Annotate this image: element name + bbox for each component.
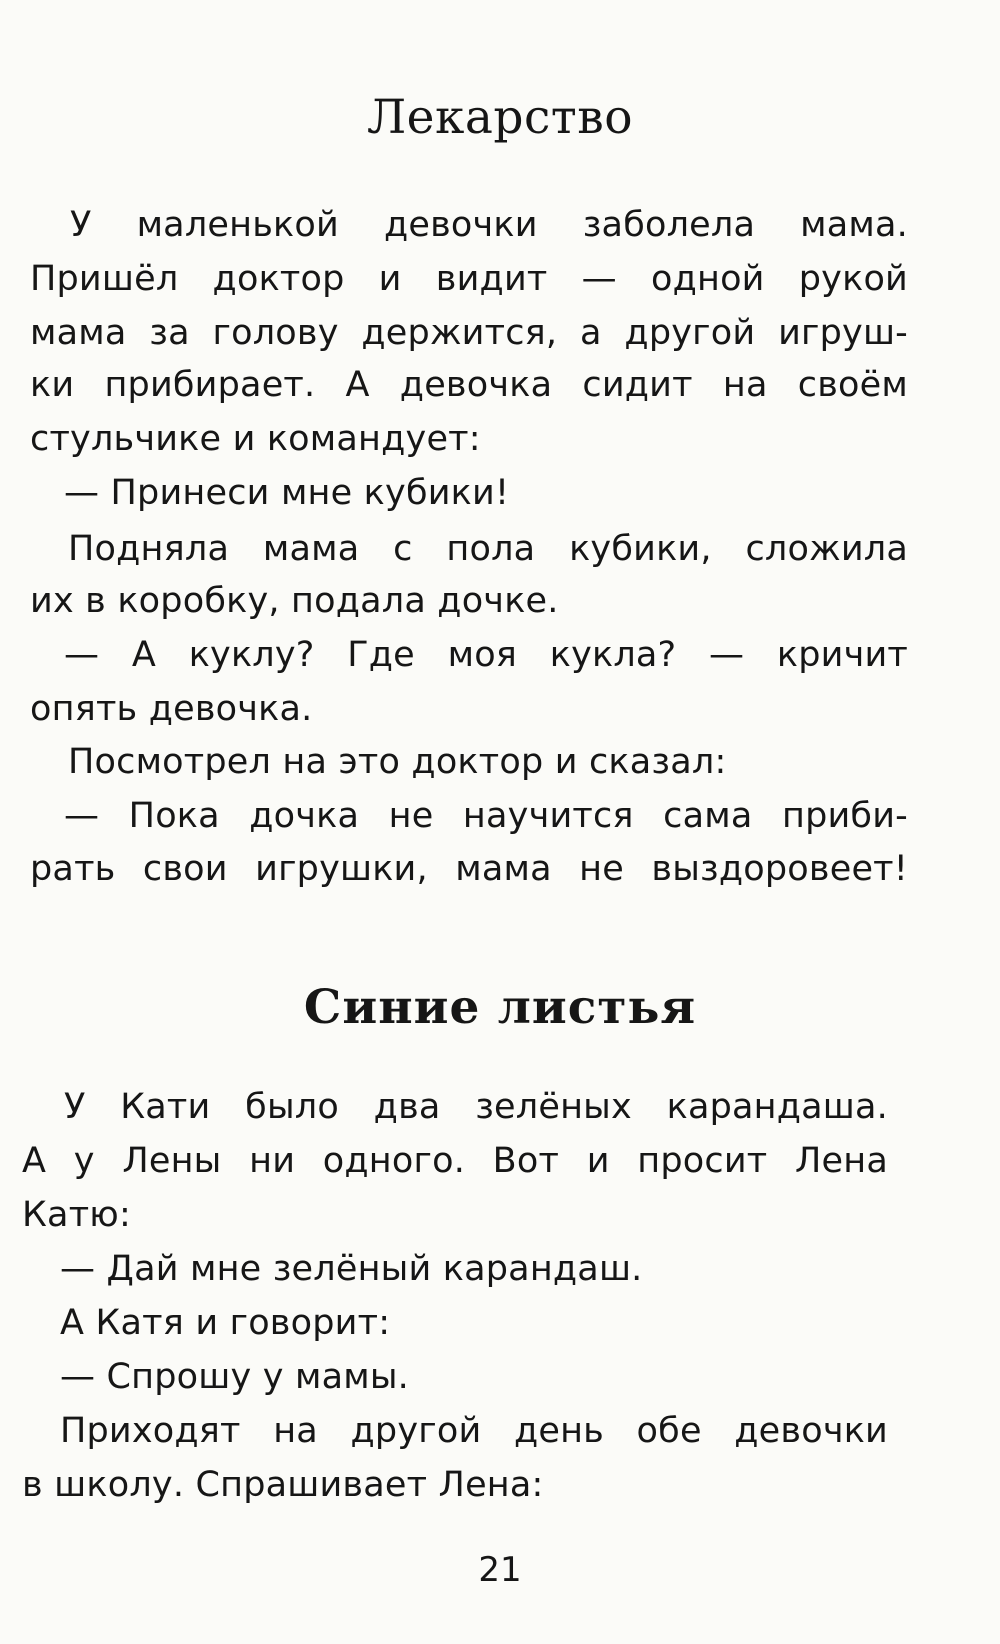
text-line: в школу. Спрашивает Лена: — [22, 1465, 544, 1505]
dialogue-line: — Пока дочка не научится сама приби- — [64, 796, 908, 836]
dialogue-line: — Принеси мне кубики! — [64, 473, 510, 513]
text-line: мама за голову держится, а другой игруш- — [30, 313, 908, 353]
dialogue-line: — Спрошу у мамы. — [60, 1357, 409, 1397]
text-line: их в коробку, подала дочке. — [30, 581, 559, 621]
text-line: У Кати было два зелёных карандаша. — [64, 1087, 888, 1127]
text-line: ки прибирает. А девочка сидит на своём — [30, 365, 908, 405]
text-line: Катю: — [22, 1195, 131, 1235]
story-title-blue-leaves: Синие листья — [303, 980, 697, 1035]
dialogue-line: — Дай мне зелёный карандаш. — [60, 1249, 643, 1289]
text-line: А у Лены ни одного. Вот и просит Лена — [22, 1141, 888, 1181]
page-number: 21 — [478, 1550, 522, 1590]
text-line: У маленькой девочки заболела мама. — [70, 205, 908, 245]
text-line: А Катя и говорит: — [60, 1303, 391, 1343]
text-line: Приходят на другой день обе девочки — [60, 1411, 888, 1451]
dialogue-line: — А куклу? Где моя кукла? — кричит — [64, 635, 908, 675]
story-title-medicine: Лекарство — [366, 90, 634, 145]
text-line: Подняла мама с пола кубики, сложила — [68, 529, 908, 569]
text-line: стульчике и командует: — [30, 419, 481, 459]
text-line: Пришёл доктор и видит — одной рукой — [30, 259, 908, 299]
text-line: опять девочка. — [30, 689, 313, 729]
text-line: Посмотрел на это доктор и сказал: — [68, 742, 727, 782]
text-line: рать свои игрушки, мама не выздоровеет! — [30, 849, 908, 889]
